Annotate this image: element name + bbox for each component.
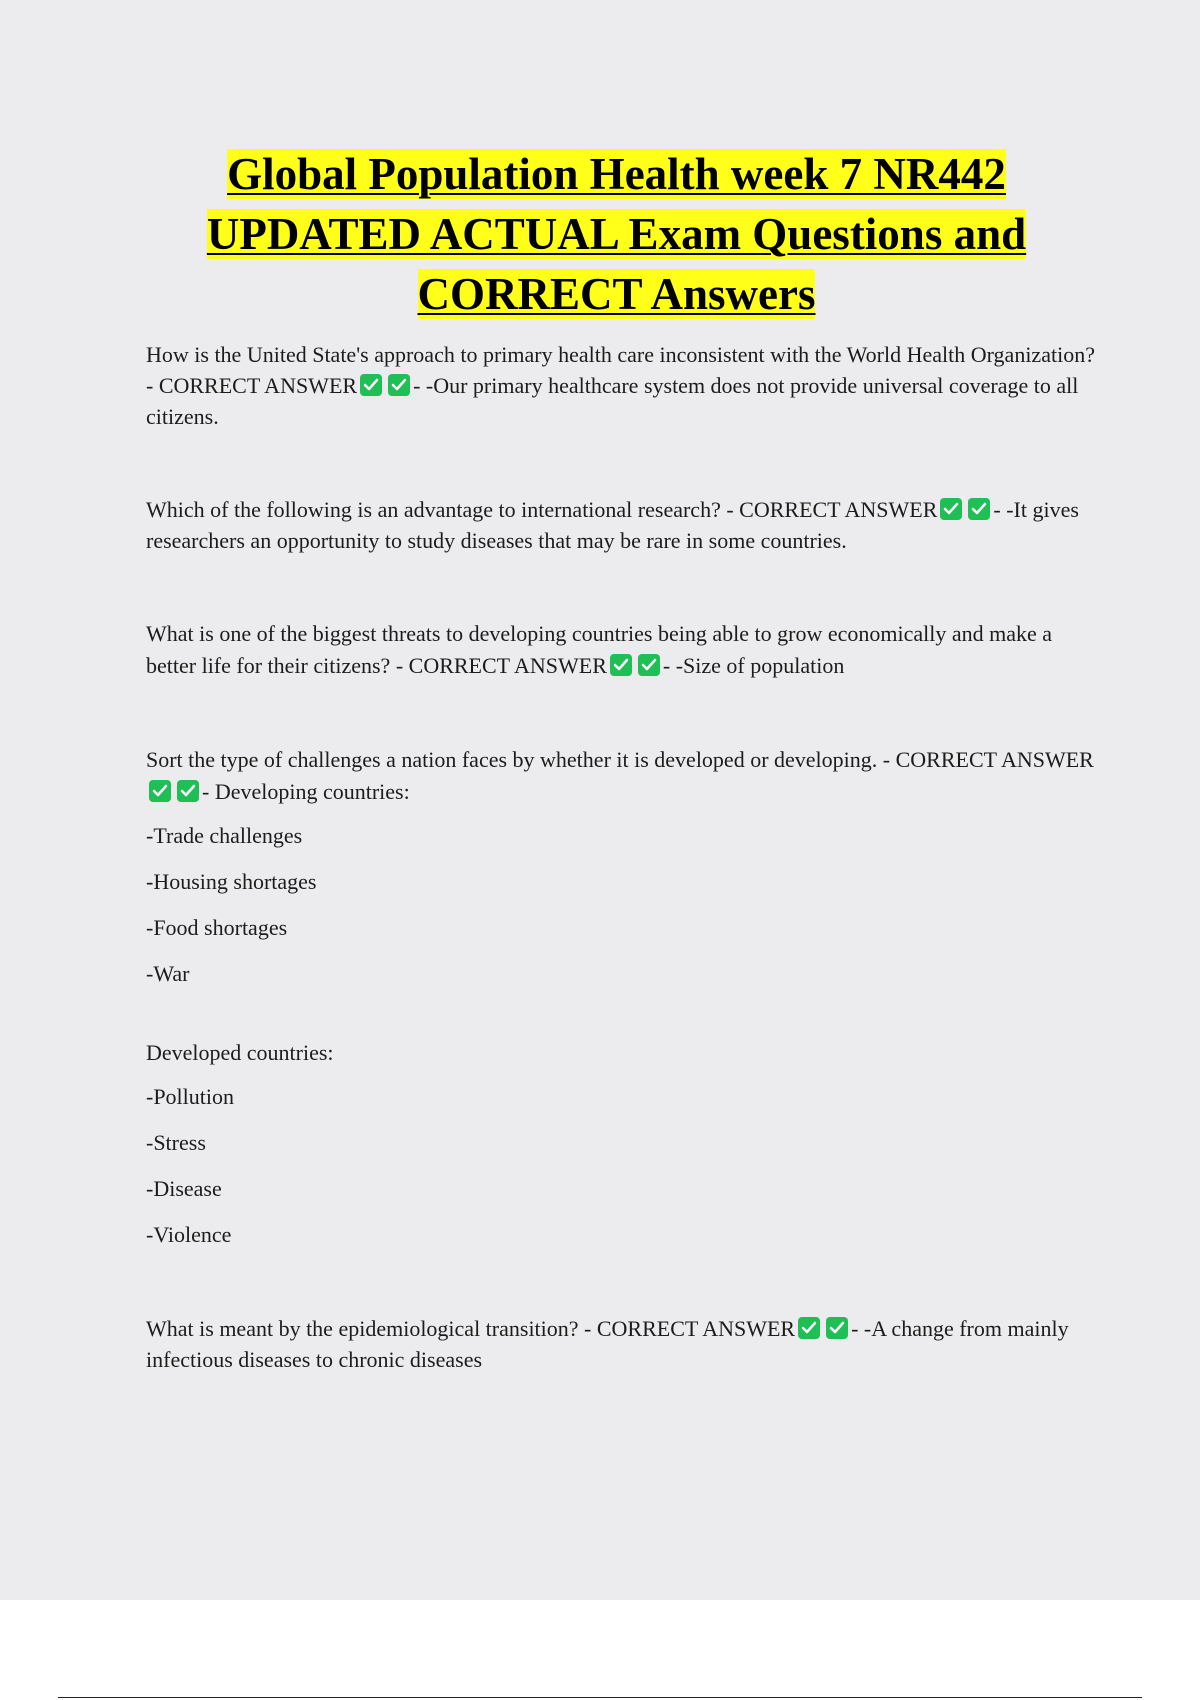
title-block: [120, 144, 1113, 324]
qa-item: [146, 744, 1096, 808]
answer-text: - -Our primary healthcare system does not provide universal coverage to all citizens.: [146, 373, 1079, 429]
list-item: -War: [146, 961, 190, 986]
question-text: What is one of the biggest threats to developing countries being able to grow economically and make a better life for their citizens? - CORRECT ANSWER: [146, 621, 1053, 678]
check-mark-icon: [826, 1317, 848, 1339]
check-mark-icon: [940, 498, 962, 520]
divider: [58, 1697, 1142, 1698]
answer-text: - -A change from mainly infectious diseases to chronic diseases: [146, 1316, 1069, 1372]
question-text: How is the United State's approach to primary health care inconsistent with the World Health Organization? - CORRECT ANSWER: [146, 342, 1095, 398]
list-item: -Violence: [146, 1222, 232, 1247]
developed-heading: Developed countries:: [146, 1040, 334, 1065]
check-mark-icon: [968, 498, 990, 520]
check-mark-icon: [360, 374, 382, 396]
question-text: Sort the type of challenges a nation faces by whether it is developed or developing. - CORRECT ANSWER: [146, 747, 1094, 772]
list-item: -Disease: [146, 1176, 222, 1201]
check-mark-icon: [388, 374, 410, 396]
qa-item: [146, 339, 1096, 432]
list-item: -Pollution: [146, 1084, 235, 1109]
check-mark-icon: [638, 654, 660, 676]
check-mark-icon: [798, 1317, 820, 1339]
document-title: Global Population Health week 7 NR442 UPDATED ACTUAL Exam Questions and CORRECT Answers: [206, 149, 1027, 319]
list-item: -Food shortages: [146, 915, 288, 940]
answer-text: - Developing countries:: [202, 779, 410, 804]
answer-text: - -It gives researchers an opportunity to study diseases that may be rare in some countries.: [146, 497, 1079, 553]
question-text: What is meant by the epidemiological transition? - CORRECT ANSWER: [146, 1316, 796, 1341]
list-item: -Trade challenges: [146, 823, 303, 848]
qa-item: [146, 1313, 1096, 1375]
check-mark-icon: [610, 654, 632, 676]
qa-item: [146, 494, 1096, 556]
check-mark-icon: [149, 780, 171, 802]
answer-text: - -Size of population: [662, 653, 845, 678]
qa-item: [146, 618, 1096, 682]
check-mark-icon: [177, 780, 199, 802]
qa-list: [146, 339, 1096, 1375]
list-item: -Housing shortages: [146, 869, 317, 894]
list-item: -Stress: [146, 1130, 206, 1155]
question-text: Which of the following is an advantage to international research? - CORRECT ANSWER: [146, 497, 938, 522]
